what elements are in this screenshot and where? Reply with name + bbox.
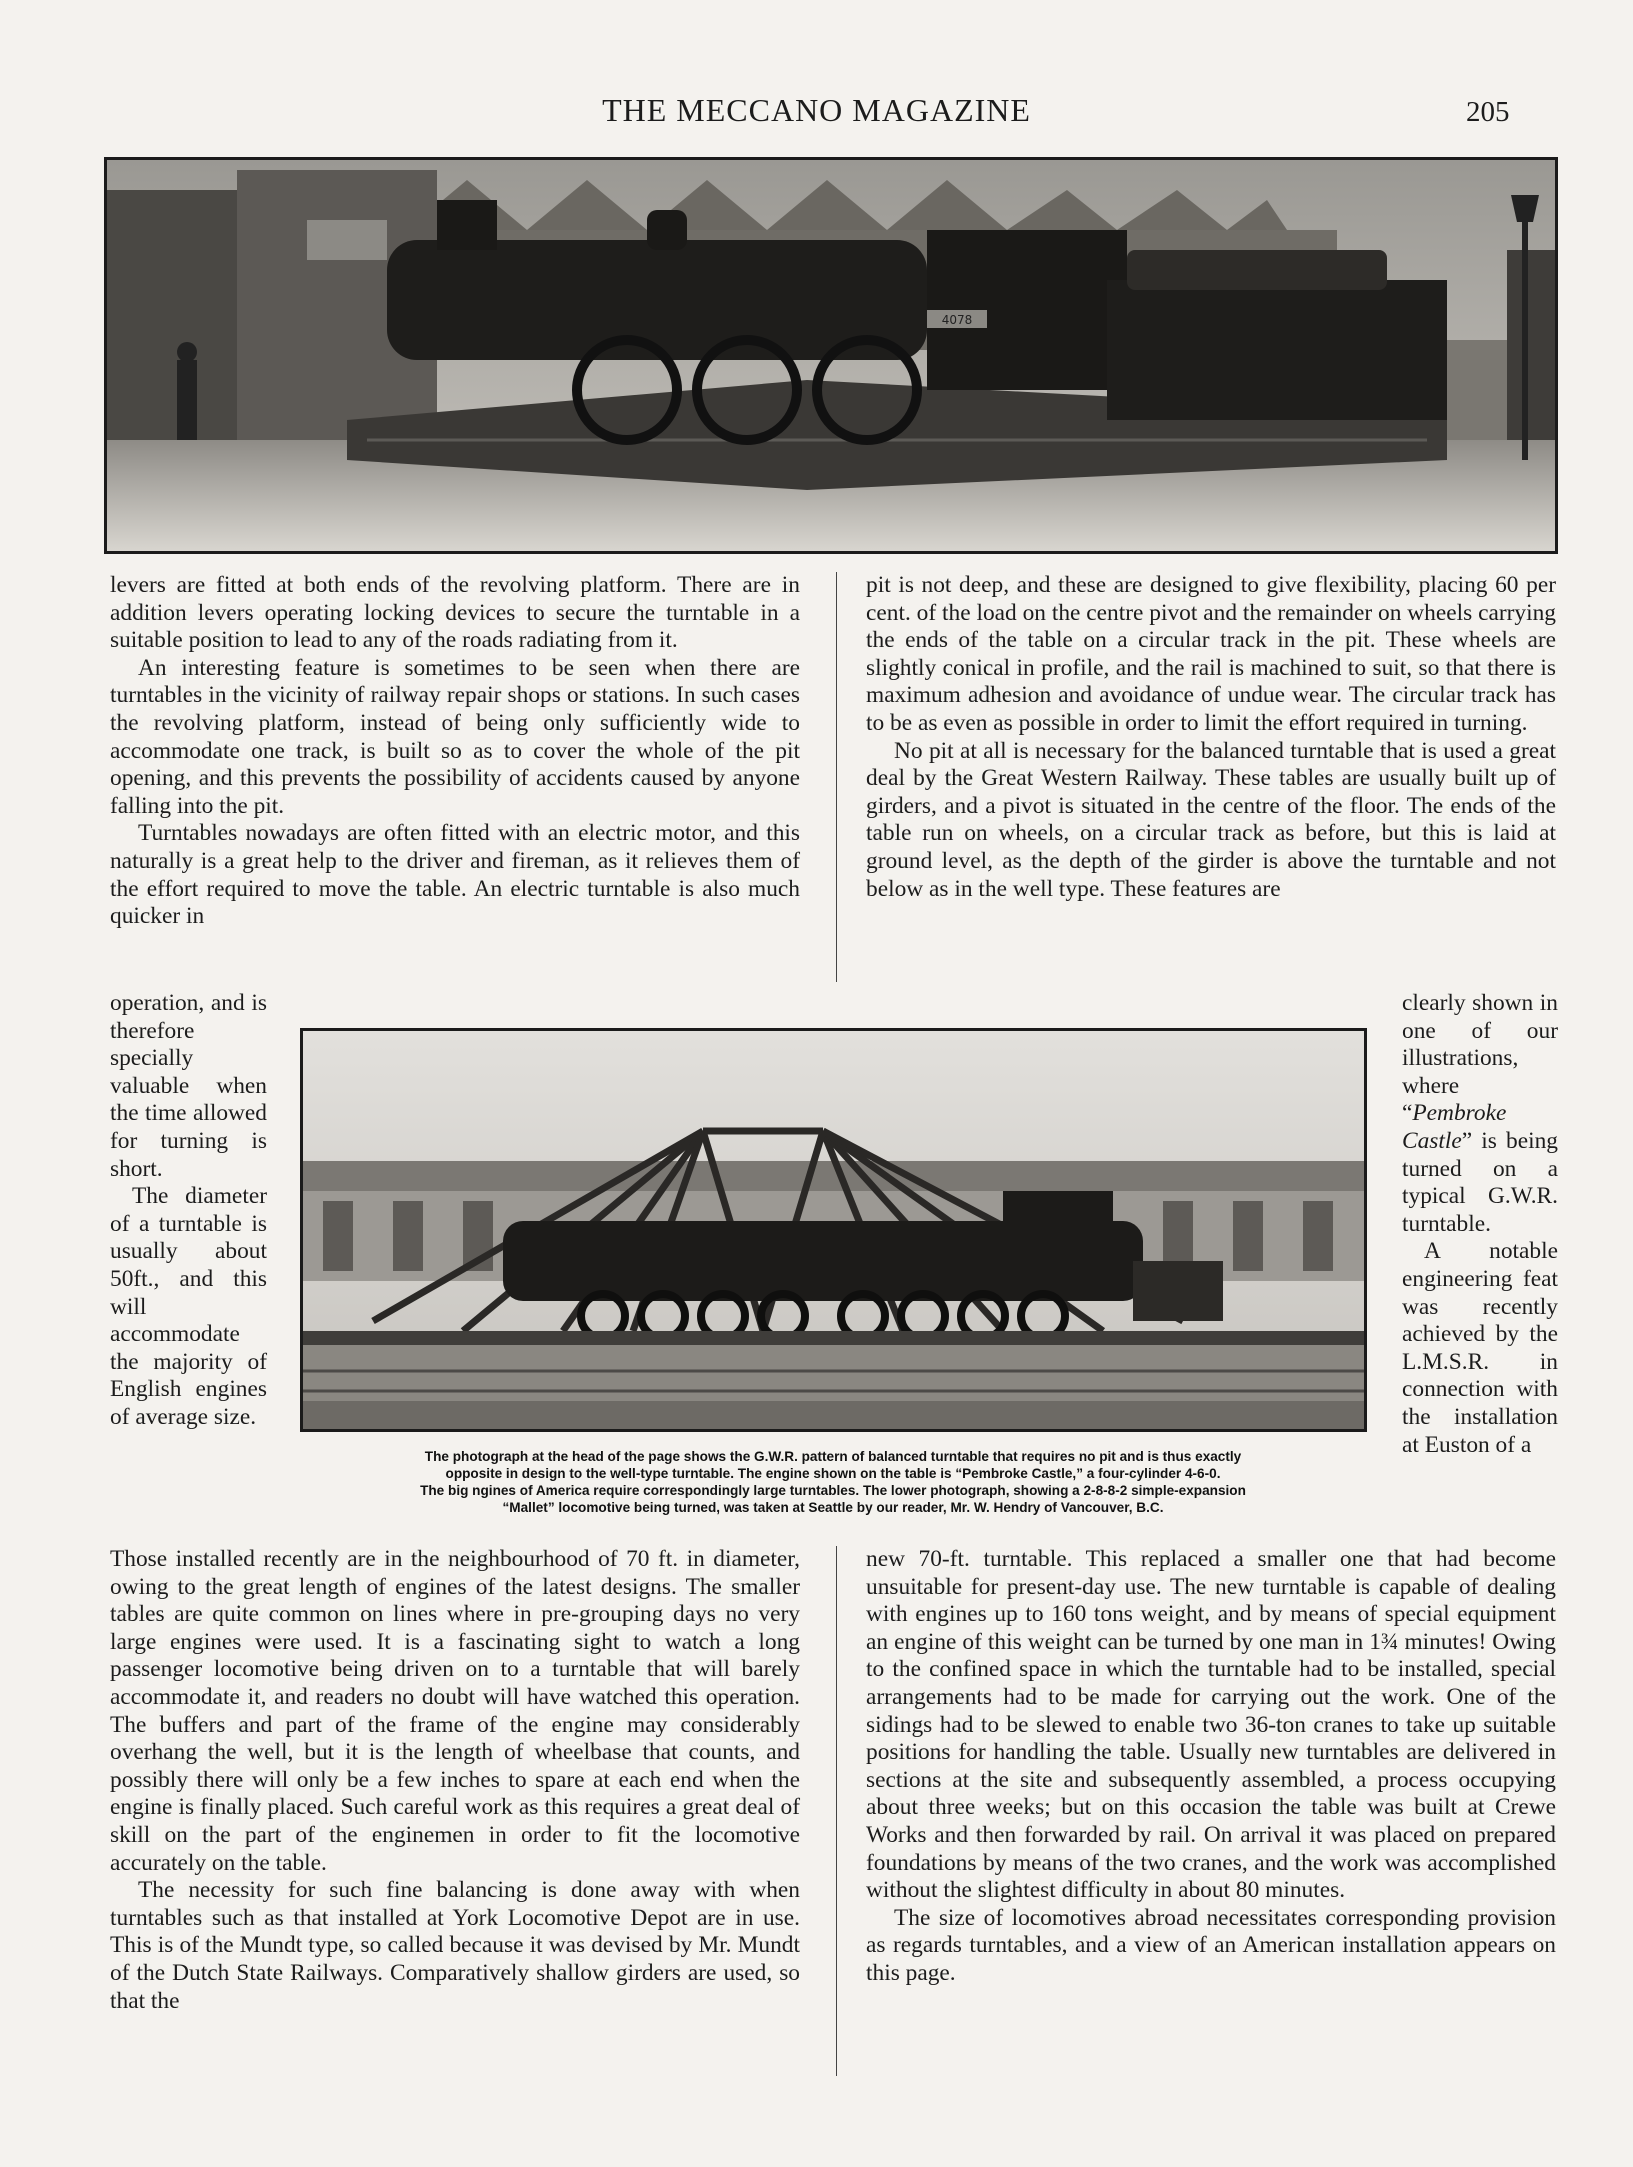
photo-caption: [296, 1448, 1370, 1516]
caption-line: The big ngines of America require correspondingly large turntables. The lower photograph, showing a 2-8-8-2 simple-expansion: [420, 1483, 1246, 1498]
paragraph: Those installed recently are in the neighbourhood of 70 ft. in diameter, owing to the great length of engines of the latest designs. The smaller tables are quite common on lines where in pre-grouping days no very large engines were used. It is a fascinating sight to watch a long passenger locomotive being driven on to a turntable that will barely accommodate it, and readers no doubt will have watched this operation. The buffers and part of the frame of the engine may considerably overhang the well, but it is the length of wheelbase that counts, and possibly there will only be a few inches to spare at each end when the engine is finally placed. Such careful work as this requires a great deal of skill on the part of the enginemen in order to fit the locomotive accurately on the table.: [110, 1546, 800, 1876]
column-divider: [836, 1546, 837, 2076]
paragraph: The diameter of a turntable is usually about 50ft., and this will accommodate the majority of English engines of average size.: [110, 1183, 267, 1430]
photo-american-turntable-illustration: [303, 1031, 1364, 1429]
photo-gwr-turntable: [104, 157, 1558, 554]
paragraph: [1402, 990, 1558, 1238]
photo-gwr-turntable-illustration: [107, 160, 1555, 551]
loco-number-plate: 4078: [941, 313, 973, 327]
paragraph: pit is not deep, and these are designed to give flexibility, placing 60 per cent. of the load on the centre pivot and the remainder on wheels carrying the ends of the table on a circular track in the pit. These wheels are slightly conical in profile, and the rail is machined to suit, so that there is maximum adhesion and avoidance of undue wear. The circular track has to be as even as possible in order to limit the effort required in turning.: [866, 572, 1556, 736]
paragraph: The size of locomotives abroad necessitates corresponding provision as regards turntables, and a view of an American installation appears on this page.: [866, 1904, 1556, 1986]
paragraph: No pit at all is necessary for the balanced turntable that is used a great deal by the Great Western Railway. These tables are usually built up of girders, and a pivot is situated in the centre of the floor. The ends of the table run on wheels, on a circular track as before, but this is laid at ground level, as the depth of the girder is above the turntable and not below as in the well type. These features are: [866, 737, 1556, 902]
column-1-upper: [110, 572, 800, 986]
caption-line: “Mallet” locomotive being turned, was taken at Seattle by our reader, Mr. W. Hendry of Vancouver, B.C.: [502, 1500, 1164, 1515]
page-number: 205: [1466, 96, 1510, 128]
paragraph: Turntables nowadays are often fitted with an electric motor, and this naturally is a great help to the driver and fireman, as it relieves them of the effort required to move the table. An electric turntable is also much quicker in: [110, 820, 800, 930]
paragraph: operation, and is therefore specially valuable when the time allowed for turning is short.: [110, 990, 267, 1182]
column-2-upper: [866, 572, 1556, 986]
caption-line: The photograph at the head of the page shows the G.W.R. pattern of balanced turntable that requires no pit and is thus exactly: [424, 1449, 1242, 1464]
paragraph: The necessity for such fine balancing is done away with when turntables such as that installed at York Locomotive Depot are in use. This is of the Mundt type, so called because it was devised by Mr. Mundt of the Dutch State Railways. Comparatively shallow girders are used, so that the: [110, 1877, 800, 2014]
paragraph: [866, 1546, 1556, 1905]
wrap-text-left: [110, 990, 267, 1432]
wrap-text-right: [1402, 990, 1558, 1459]
photo-american-turntable: [300, 1028, 1367, 1432]
fraction: 1¾: [1369, 1628, 1399, 1655]
page-header-title: THE MECCANO MAGAZINE: [602, 92, 1031, 128]
paragraph: A notable engineering feat was recently achieved by the L.M.S.R. in connection with the installation at Euston of a: [1402, 1238, 1558, 1458]
column-divider: [836, 572, 837, 982]
column-1-lower: [110, 1546, 800, 2081]
paragraph: levers are fitted at both ends of the revolving platform. There are in addition levers operating locking devices to secure the turntable in a suitable position to lead to any of the roads radiating from it.: [110, 572, 800, 654]
text-span: minutes! Owing to the confined space in which the turntable had to be installed, special arrangements had to be made for carrying out the work. One of the sidings had to be slewed to enable two 36-ton cranes to take up suitable positions for handling the table. Usually new turntables are delivered in sections at the site and subsequently assembled, a process occupying about three weeks; but on this occasion the table was built at Crewe Works and then forwarded by rail. On arrival it was placed on prepared foundations by means of the two cranes, and the work was accomplished without the slightest difficulty in about 80 minutes.: [866, 1628, 1556, 1904]
pembroke-castle-title: Pembroke Castle: [1402, 1100, 1507, 1154]
text-span: new 70-ft. turntable. This replaced a smaller one that had become unsuitable for present-day use. The new turntable is capable of dealing with engines up to 160 tons weight, and by means of special equipment an engine of this weight can be turned by one man in: [866, 1546, 1556, 1655]
paragraph: An interesting feature is sometimes to be seen when there are turntables in the vicinity of railway repair shops or stations. In such cases the revolving platform, instead of being only sufficiently wide to accommodate one track, is built so as to cover the whole of the pit opening, and this prevents the possibility of accidents caused by anyone falling into the pit.: [110, 654, 800, 819]
column-2-lower: [866, 1546, 1556, 2081]
text-span: clearly shown in one of our illustrations, where “: [1402, 990, 1558, 1127]
text-span: ” is being turned on a typical G.W.R. turntable.: [1402, 1127, 1558, 1237]
caption-line: opposite in design to the well-type turntable. The engine shown on the table is “Pembroke Castle,” a four-cylinder 4-6-0.: [445, 1466, 1221, 1481]
